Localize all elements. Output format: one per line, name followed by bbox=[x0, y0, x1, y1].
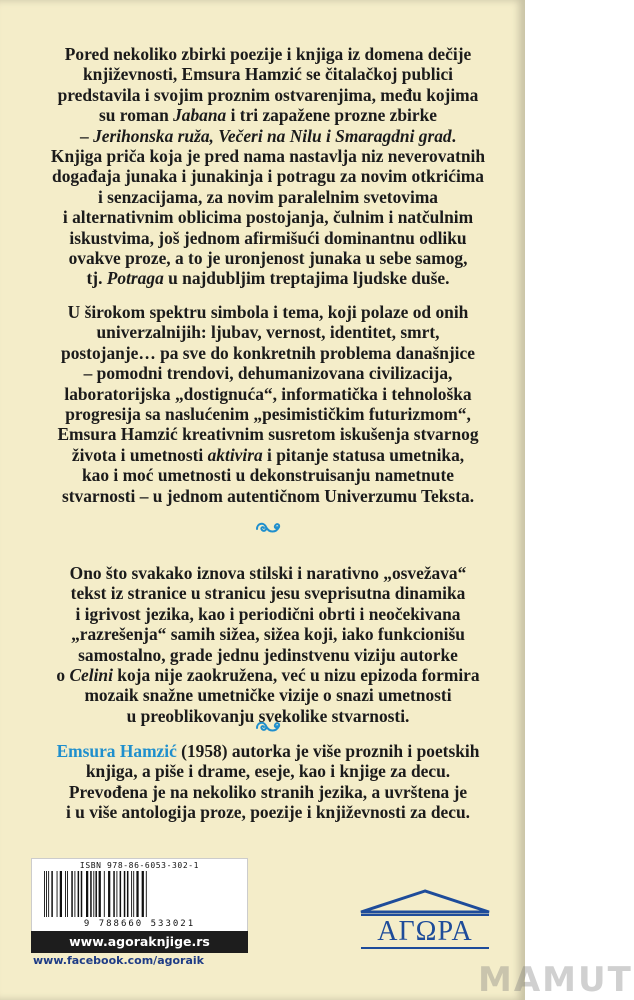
text-run: postojanje… pa sve do konkretnih problema današnjice bbox=[61, 342, 475, 363]
text-line bbox=[18, 85, 518, 105]
barcode-bar bbox=[136, 871, 138, 917]
text-line bbox=[18, 166, 518, 186]
text-run: predstavila i svojim proznim ostvarenjima, među kojima bbox=[57, 84, 479, 105]
text-line bbox=[18, 126, 518, 146]
barcode-bar bbox=[51, 871, 53, 917]
paragraph-author-bio bbox=[18, 741, 518, 823]
text-line bbox=[18, 465, 518, 485]
text-line bbox=[18, 268, 518, 288]
text-run: i u više antologija proze, poezije i književnosti za decu. bbox=[66, 802, 470, 823]
barcode-bar bbox=[74, 871, 75, 917]
barcode-bar bbox=[113, 871, 115, 917]
text-run: Pored nekoliko zbirki poezije i knjiga iz domena dečije bbox=[64, 44, 472, 64]
barcode-bar bbox=[65, 871, 66, 917]
text-line bbox=[18, 363, 518, 383]
barcode-bar bbox=[131, 871, 132, 917]
text-run: samostalno, grade jednu jedinstvenu viziju autorke bbox=[78, 644, 458, 665]
text-run: iskustvima, još jednom afirmišući dominantnu odliku bbox=[69, 227, 467, 248]
barcode-bar bbox=[142, 871, 144, 917]
text-line bbox=[18, 665, 518, 685]
text-line bbox=[18, 741, 518, 761]
text-run: . bbox=[451, 125, 456, 146]
text-line bbox=[18, 343, 518, 363]
barcode-bar bbox=[67, 871, 68, 917]
ornament-icon bbox=[254, 519, 282, 537]
text-line bbox=[18, 563, 518, 583]
paragraph-1 bbox=[18, 44, 518, 289]
barcode-bar bbox=[120, 871, 122, 917]
text-run: knjiga, a piše i drame, eseje, kao i knjige za decu. bbox=[85, 761, 451, 782]
text-line bbox=[18, 187, 518, 207]
barcode-bar bbox=[81, 871, 83, 917]
text-line bbox=[18, 404, 518, 424]
text-run: – pomodni trendovi, dehumanizovana civilizacija, bbox=[83, 363, 453, 384]
text-run: – bbox=[80, 125, 94, 146]
text-line bbox=[18, 424, 518, 444]
paragraph-3 bbox=[18, 563, 518, 726]
text-line bbox=[18, 248, 518, 268]
italic-title: aktivira bbox=[207, 444, 263, 465]
barcode-bar bbox=[86, 871, 88, 917]
text-run: laboratorijska „dostignuća“, informatička i tehnološka bbox=[64, 383, 472, 404]
barcode-bar bbox=[46, 871, 47, 917]
barcode-bar bbox=[44, 871, 45, 917]
italic-title: Potraga bbox=[106, 268, 164, 289]
text-run: i tri zapažene prozne zbirke bbox=[226, 105, 437, 126]
text-run: i pitanje statusa umetnika, bbox=[262, 444, 465, 465]
ornament-icon bbox=[254, 718, 282, 736]
text-run: života i umetnosti bbox=[71, 444, 208, 465]
text-line bbox=[18, 384, 518, 404]
text-run: univerzalnijih: ljubav, vernost, identitet, smrt, bbox=[96, 322, 440, 343]
text-run: koja nije zaokružena, već u nizu epizoda formira bbox=[112, 665, 480, 686]
text-run: u preoblikovanju svekolike stvarnosti. bbox=[126, 705, 410, 726]
text-line bbox=[18, 604, 518, 624]
text-line bbox=[18, 146, 518, 166]
barcode bbox=[31, 858, 248, 934]
text-run: događaja junaka i junakinja i potragu za novim otkrićima bbox=[52, 166, 484, 187]
italic-title: Jerihonska ruža, Večeri na Nilu i Smaragdni grad bbox=[93, 125, 452, 146]
text-line bbox=[18, 761, 518, 781]
text-line bbox=[18, 583, 518, 603]
isbn-number: ISBN 978-86-6053-302-1 bbox=[79, 861, 200, 870]
text-run: o bbox=[56, 665, 70, 686]
barcode-bar bbox=[78, 871, 80, 917]
text-run: tekst iz stranice u stranicu jesu sveprisutna dinamika bbox=[70, 583, 466, 604]
text-line bbox=[18, 44, 518, 64]
text-run: Emsura Hamzić kreativnim susretom iskušenja stvarnog bbox=[57, 424, 479, 445]
text-run: i senzacijama, za novim paralelnim svetovima bbox=[97, 186, 439, 207]
text-run: književnosti, Emsura Hamzić se čitalačkoj publici bbox=[82, 64, 454, 85]
text-run: su roman bbox=[99, 105, 174, 126]
publisher-logo bbox=[355, 888, 495, 950]
barcode-bar bbox=[99, 871, 101, 917]
text-run: stvarnosti – u jednom autentičnom Univerzumu Teksta. bbox=[61, 485, 475, 506]
barcode-digits: 9 788660 533021 bbox=[83, 919, 196, 929]
text-line bbox=[18, 445, 518, 465]
barcode-bar bbox=[124, 871, 126, 917]
text-run: U širokom spektru simbola i tema, koji polaze od onih bbox=[67, 302, 469, 322]
barcode-bar bbox=[71, 871, 73, 917]
barcode-bar bbox=[127, 871, 129, 917]
text-run: progresija sa naslućenim „pesimističkim futurizmom“, bbox=[65, 404, 471, 425]
text-line bbox=[18, 322, 518, 342]
text-run: Knjiga priča koja je pred nama nastavlja niz neverovatnih bbox=[50, 146, 486, 167]
text-run: kao i moć umetnosti u dekonstruisanju nametnute bbox=[81, 465, 454, 486]
text-line bbox=[18, 624, 518, 644]
barcode-bar bbox=[95, 871, 97, 917]
text-run: i alternativnim oblicima postojanja, čulnim i natčulnim bbox=[62, 207, 474, 228]
barcode-bars bbox=[40, 871, 240, 917]
barcode-bar bbox=[60, 871, 62, 917]
publisher-website-link[interactable]: www.agoraknjige.rs bbox=[31, 931, 248, 953]
barcode-bar bbox=[133, 871, 134, 917]
text-line bbox=[18, 105, 518, 125]
barcode-bar bbox=[48, 871, 49, 917]
text-line bbox=[18, 302, 518, 322]
text-run: ovakve proze, a to je uronjenost junaka u sebe samog, bbox=[68, 248, 468, 269]
text-run: Prevođena je na nekoliko stranih jezika, a uvrštena je bbox=[68, 781, 468, 802]
barcode-bar bbox=[93, 871, 94, 917]
text-line bbox=[18, 685, 518, 705]
barcode-bar bbox=[57, 871, 58, 917]
text-run: (1958) autorka je više proznih i poetskih bbox=[176, 741, 480, 761]
text-run: Ono što svakako iznova stilski i narativno „osvežava“ bbox=[69, 563, 467, 583]
text-line bbox=[18, 228, 518, 248]
watermark: MAMUT bbox=[478, 960, 633, 1000]
text-run: mozaik snažne umetničke vizije o snazi umetnosti bbox=[84, 685, 452, 706]
italic-title: Celini bbox=[69, 665, 113, 686]
facebook-link[interactable]: www.facebook.com/agoraik bbox=[33, 954, 204, 967]
barcode-bar bbox=[146, 871, 147, 917]
text-line bbox=[18, 645, 518, 665]
italic-title: Jabana bbox=[173, 105, 227, 126]
author-name: Emsura Hamzić bbox=[56, 741, 177, 761]
publisher-logo-text: ΑΓΩΡΑ bbox=[377, 916, 473, 947]
text-line bbox=[18, 64, 518, 84]
text-line bbox=[18, 782, 518, 802]
barcode-bar bbox=[90, 871, 92, 917]
text-run: tj. bbox=[86, 268, 107, 289]
barcode-bar bbox=[116, 871, 117, 917]
text-line bbox=[18, 802, 518, 822]
barcode-bar bbox=[104, 871, 105, 917]
barcode-bar bbox=[108, 871, 110, 917]
text-line bbox=[18, 207, 518, 227]
paragraph-2 bbox=[18, 302, 518, 506]
text-line bbox=[18, 486, 518, 506]
text-run: i igrivost jezika, kao i periodični obrti i neočekivana bbox=[75, 603, 461, 624]
text-run: „razrešenja“ samih sižea, sižea koji, iako funkcionišu bbox=[71, 624, 465, 645]
text-run: u najdubljim treptajima ljudske duše. bbox=[163, 268, 450, 289]
